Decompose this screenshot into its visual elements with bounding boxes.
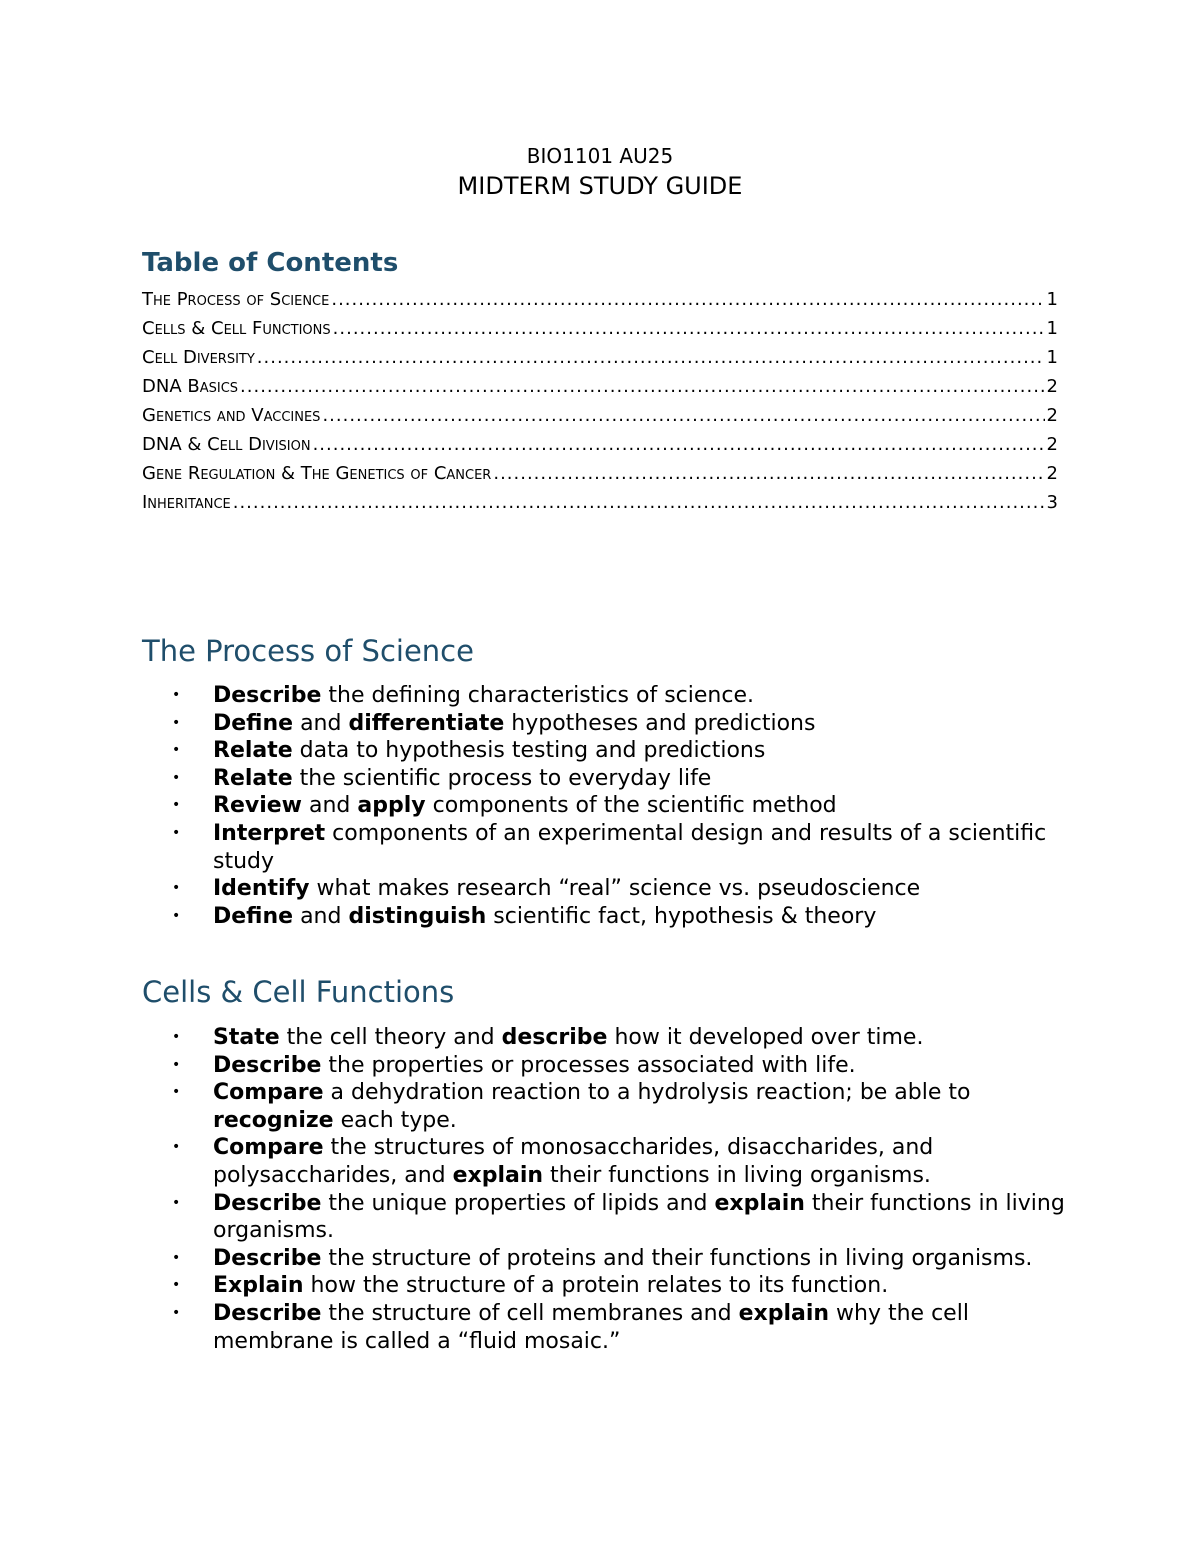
list-item-text: components of the scientific method [425,793,837,819]
toc-entry-label: Genetics and Vaccines [142,405,321,426]
bullet-icon: • [172,687,181,703]
list-item-text: the structure of proteins and their functions in living organisms. [321,1245,1033,1271]
action-verb: Compare [213,1135,324,1161]
action-verb: explain [714,1190,805,1216]
action-verb: Relate [213,765,293,791]
action-verb: distinguish [348,903,487,929]
list-item [142,1272,1072,1300]
list-item-text: the defining characteristics of science. [321,683,754,708]
bullet-icon: • [172,907,181,924]
bullet-icon: • [172,1304,181,1321]
list-item-text: and [293,710,349,736]
action-verb: Identify [213,876,310,902]
toc-dot-leader [322,401,1044,430]
list-item-text: and [293,903,349,929]
section-heading-cells-cell-functions: Cells & Cell Functions [142,975,455,1009]
list-item [142,1190,1072,1245]
list-item-text: the properties or processes associated with life. [321,1052,856,1078]
toc-dot-leader [331,285,1044,314]
toc-entry[interactable] [142,401,1058,430]
toc-entry-label: Cell Diversity [142,347,255,368]
list-item-text: their functions in living organisms. [213,1190,1065,1244]
list-item [142,875,1072,903]
toc-dot-leader [313,430,1045,459]
list-item-text: hypotheses and predictions [504,710,816,736]
bullet-icon: • [172,1139,181,1156]
table-of-contents [142,285,1058,517]
list-item [142,737,1072,765]
bullet-icon: • [172,1194,181,1211]
list-item [142,1052,1072,1080]
bullet-icon: • [172,1249,181,1266]
action-verb: Describe [213,683,322,708]
action-verb: Describe [213,1052,322,1078]
list-item-text: and [302,793,358,819]
bullet-icon: • [172,742,181,759]
list-item-text: the structure of cell membranes and [321,1300,739,1326]
action-verb: Review [213,793,302,819]
action-verb: describe [501,1025,608,1050]
toc-dot-leader [257,343,1045,372]
list-item-text: a dehydration reaction to a hydrolysis reaction; be able to [323,1080,971,1106]
toc-entry[interactable] [142,430,1058,459]
action-verb: Compare [213,1080,324,1106]
list-item-text: why the cell membrane is called a “fluid mosaic.” [213,1300,969,1354]
toc-dot-leader [333,314,1045,343]
bullet-icon: • [172,1084,181,1101]
action-verb: Describe [213,1190,322,1216]
action-verb: Explain [213,1273,304,1299]
bullet-icon: • [172,714,181,731]
action-verb: Interpret [213,820,326,846]
list-item-text: their functions in living organisms. [543,1162,931,1188]
action-verb: Define [213,903,294,929]
toc-entry[interactable] [142,314,1058,343]
action-verb: recognize [213,1107,334,1133]
list-item [142,710,1072,738]
toc-entry[interactable] [142,488,1058,517]
action-verb: apply [357,793,426,819]
action-verb: differentiate [348,710,505,736]
bullet-icon: • [172,824,181,841]
toc-entry-label: DNA & Cell Division [142,434,311,455]
action-verb: Define [213,710,294,736]
toc-entry[interactable] [142,285,1058,314]
list-item [142,1300,1072,1355]
document-title: MIDTERM STUDY GUIDE [457,172,743,200]
toc-entry-page: 2 [1046,376,1058,397]
list-item-text: the structures of monosaccharides, disaccharides, and polysaccharides, and [213,1135,934,1188]
toc-dot-leader [233,488,1045,517]
list-item-text: the scientific process to everyday life [292,765,712,791]
list-item-text: data to hypothesis testing and predictions [292,738,766,764]
toc-entry-page: 1 [1046,289,1058,310]
toc-entry-label: Inheritance [142,492,231,513]
bullet-icon: • [172,797,181,814]
list-item-text: each type. [333,1107,457,1133]
list-item-text: components of an experimental design and results of a scientific study [213,820,1047,874]
toc-dot-leader [493,459,1044,488]
bullet-icon: • [172,880,181,897]
toc-entry-page: 1 [1046,347,1058,368]
list-item [142,682,1072,710]
toc-entry-page: 2 [1046,434,1058,455]
course-code: BIO1101 AU25 [526,144,674,168]
section-heading-process-of-science: The Process of Science [142,634,474,668]
toc-entry-page: 2 [1046,405,1058,426]
list-item [142,1134,1072,1189]
toc-entry-label: The Process of Science [142,289,330,310]
bullet-icon: • [172,769,181,786]
list-item-text: how the structure of a protein relates to its function. [303,1273,889,1299]
list-item-text: the cell theory and [279,1025,502,1050]
toc-entry-page: 1 [1046,318,1058,339]
bullet-icon: • [172,1029,181,1045]
toc-title: Table of Contents [142,248,399,278]
list-item-text: what makes research “real” science vs. pseudoscience [309,876,921,902]
list-item [142,765,1072,793]
cells-cell-functions-bullets [142,1024,1072,1355]
toc-entry-page: 3 [1046,492,1058,513]
process-of-science-bullets [142,682,1072,930]
toc-dot-leader [240,372,1045,401]
toc-entry[interactable] [142,459,1058,488]
action-verb: explain [738,1300,830,1326]
list-item-text: how it developed over time. [607,1025,924,1050]
list-item [142,1079,1072,1134]
action-verb: State [213,1025,280,1050]
bullet-icon: • [172,1056,181,1073]
action-verb: Describe [213,1245,322,1271]
toc-entry[interactable] [142,372,1058,401]
list-item [142,820,1072,875]
list-item-text: the unique properties of lipids and [321,1190,715,1216]
list-item [142,792,1072,820]
action-verb: Describe [213,1300,322,1326]
list-item [142,903,1072,931]
toc-entry-label: Cells & Cell Functions [142,318,331,339]
action-verb: explain [452,1162,544,1188]
list-item [142,1245,1072,1273]
list-item-text: scientific fact, hypothesis & theory [486,903,877,929]
toc-entry-page: 2 [1046,463,1058,484]
action-verb: Relate [213,738,293,764]
bullet-icon: • [172,1277,181,1294]
toc-entry[interactable] [142,343,1058,372]
toc-entry-label: Gene Regulation & The Genetics of Cancer [142,463,492,484]
toc-entry-label: DNA Basics [142,376,239,397]
list-item [142,1024,1072,1052]
